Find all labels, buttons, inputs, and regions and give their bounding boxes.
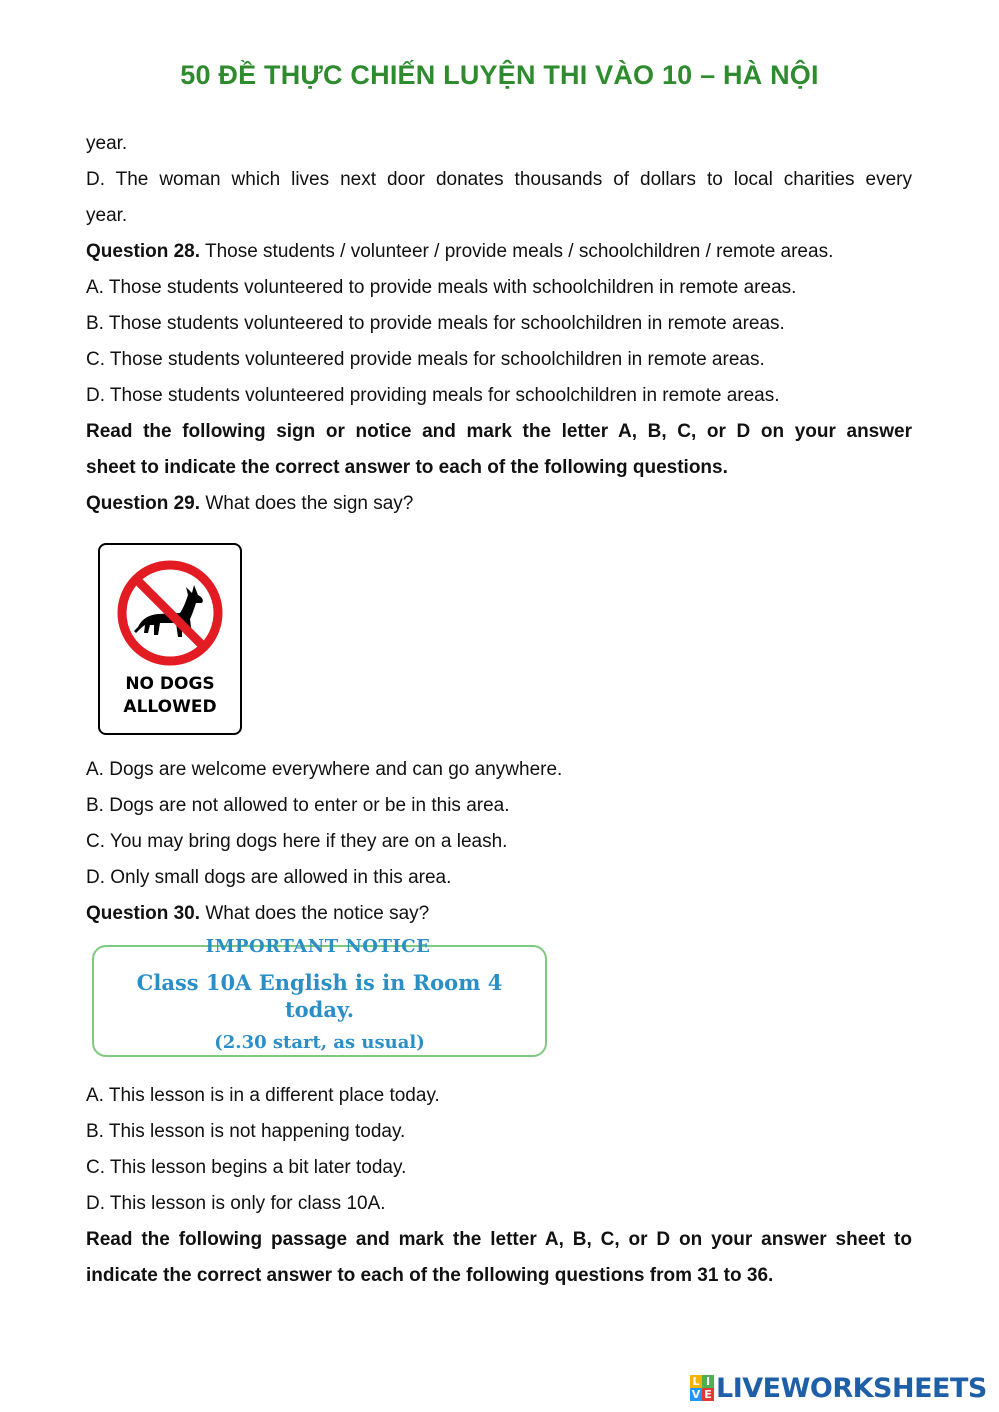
no-dogs-sign <box>98 543 242 735</box>
notice-main-text <box>94 969 545 1023</box>
q29-option-a: A. Dogs are welcome everywhere and can go anywhere. <box>86 759 563 780</box>
q28-option-c: C. Those students volunteered provide meals for schoolchildren in remote areas. <box>86 349 765 370</box>
q27-option-d-line2: year. <box>86 205 128 226</box>
instruction-passage-line1: Read the following passage and mark the letter A, B, C, or D on your answer sheet to <box>86 1229 912 1250</box>
notice-line2: today. <box>284 997 355 1022</box>
logo-mark-l: L <box>690 1375 702 1388</box>
instruction-sign-line2: sheet to indicate the correct answer to each of the following questions. <box>86 457 728 478</box>
question-29-number: Question 29. <box>86 493 201 514</box>
notice-title: IMPORTANT NOTICE <box>205 936 431 957</box>
no-dogs-sign-image <box>98 543 240 733</box>
q28-option-a: A. Those students volunteered to provide meals with schoolchildren in remote areas. <box>86 277 797 298</box>
liveworksheets-logo <box>690 1372 987 1404</box>
q30-option-c: C. This lesson begins a bit later today. <box>86 1157 407 1178</box>
q29-option-b: B. Dogs are not allowed to enter or be in this area. <box>86 795 510 816</box>
page-header-title: 50 ĐỀ THỰC CHIẾN LUYỆN THI VÀO 10 – HÀ NỘI <box>180 60 819 90</box>
notice-subtext: (2.30 start, as usual) <box>214 1032 425 1053</box>
q30-option-a: A. This lesson is in a different place today. <box>86 1085 440 1106</box>
q29-option-d: D. Only small dogs are allowed in this area. <box>86 867 452 888</box>
no-dogs-icon <box>114 557 226 669</box>
question-28-number: Question 28. <box>86 241 201 262</box>
instruction-sign-line1: Read the following sign or notice and mark the letter A, B, C, or D on your answer <box>86 421 912 442</box>
question-30-number: Question 30. <box>86 903 201 924</box>
question-29 <box>86 486 912 522</box>
liveworksheets-logo-text: LIVEWORKSHEETS <box>716 1372 987 1404</box>
q30-option-b: B. This lesson is not happening today. <box>86 1121 406 1142</box>
q30-option-d: D. This lesson is only for class 10A. <box>86 1193 386 1214</box>
important-notice-box <box>92 945 547 1057</box>
question-28-prompt: Those students / volunteer / provide meals / schoolchildren / remote areas. <box>204 241 834 262</box>
instruction-passage-line2: indicate the correct answer to each of the following questions from 31 to 36. <box>86 1265 774 1286</box>
sign-text-line1: NO DOGS <box>125 674 215 694</box>
liveworksheets-mark-icon <box>690 1375 714 1401</box>
logo-mark-e: E <box>702 1388 714 1401</box>
question-30-prompt: What does the notice say? <box>205 903 430 924</box>
sign-text-line2: ALLOWED <box>123 697 217 717</box>
question-30 <box>86 896 912 932</box>
q28-option-d: D. Those students volunteered providing meals for schoolchildren in remote areas. <box>86 385 780 406</box>
logo-mark-v: V <box>691 1388 701 1401</box>
q27-option-c-end: year. <box>86 133 128 154</box>
q27-option-d-line1: D. The woman which lives next door donates thousands of dollars to local charities every <box>86 169 912 190</box>
question-29-prompt: What does the sign say? <box>205 493 414 514</box>
q29-option-c: C. You may bring dogs here if they are on a leash. <box>86 831 508 852</box>
notice-line1: Class 10A English is in Room 4 <box>136 970 503 995</box>
q28-option-b: B. Those students volunteered to provide meals for schoolchildren in remote areas. <box>86 313 785 334</box>
question-28 <box>86 234 912 270</box>
logo-mark-i: I <box>702 1375 714 1388</box>
